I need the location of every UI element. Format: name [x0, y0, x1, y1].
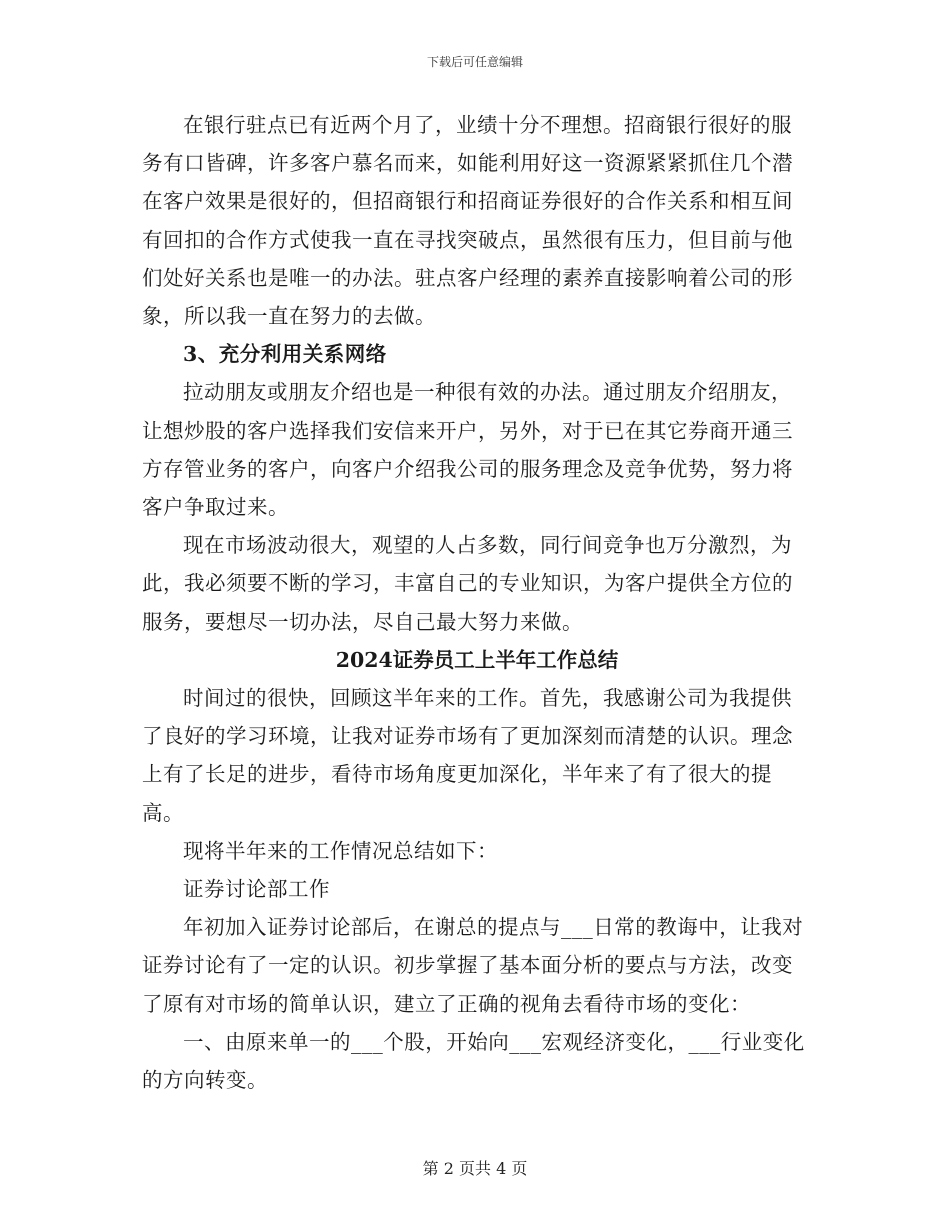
- paragraph-review: 时间过的很快，回顾这半年来的工作。首先，我感谢公司为我提供了良好的学习环境，让我对证券市场有了更加深刻而清楚的认识。理念上有了长足的进步，看待市场角度更加深化，半年来了有了很大的提高。: [142, 686, 793, 825]
- document-body: [142, 106, 812, 1099]
- document-title: 2024证券员工上半年工作总结: [335, 647, 619, 672]
- paragraph-department-heading: 证券讨论部工作: [183, 877, 330, 902]
- page-header: 下载后可任意编辑: [426, 55, 523, 69]
- paragraph-point-one: 一、由原来单一的___个股，开始向___宏观经济变化，___行业变化的方向转变。: [142, 1029, 805, 1093]
- paragraph-friend-referral: 拉动朋友或朋友介绍也是一种很有效的办法。通过朋友介绍朋友，让想炒股的客户选择我们安信来开户，另外，对于已在其它券商开通三方存管业务的客户，向客户介绍我公司的服务理念及竞争优势，努力将客户争取过来。: [142, 380, 793, 520]
- paragraph-market-competition: 现在市场波动很大，观望的人占多数，同行间竞争也万分激烈，为此，我必须要不断的学习，丰富自己的专业知识，为客户提供全方位的服务，要想尽一切办法，尽自己最大努力来做。: [142, 533, 793, 634]
- paragraph-summary-intro: 现将半年来的工作情况总结如下：: [183, 838, 498, 863]
- paragraph-department-work: 年初加入证券讨论部后，在谢总的提点与___日常的教诲中，让我对证券讨论有了一定的认识。初步掌握了基本面分析的要点与方法，改变了原有对市场的简单认识，建立了正确的视角去看待市场的变化：: [142, 915, 804, 1016]
- section-heading-relationship-network: 3、充分利用关系网络: [183, 342, 387, 367]
- paragraph-bank-station: 在银行驻点已有近两个月了，业绩十分不理想。招商银行很好的服务有口皆碑，许多客户慕名而来，如能利用好这一资源紧紧抓住几个潜在客户效果是很好的，但招商银行和招商证券很好的合作关系和相互间有回扣的合作方式使我一直在寻找突破点，虽然很有压力，但目前与他们处好关系也是唯一的办法。驻点客户经理的素养直接影响着公司的形象，所以我一直在努力的去做。: [142, 113, 793, 329]
- page-footer: 第 2 页共 4 页: [422, 1159, 528, 1178]
